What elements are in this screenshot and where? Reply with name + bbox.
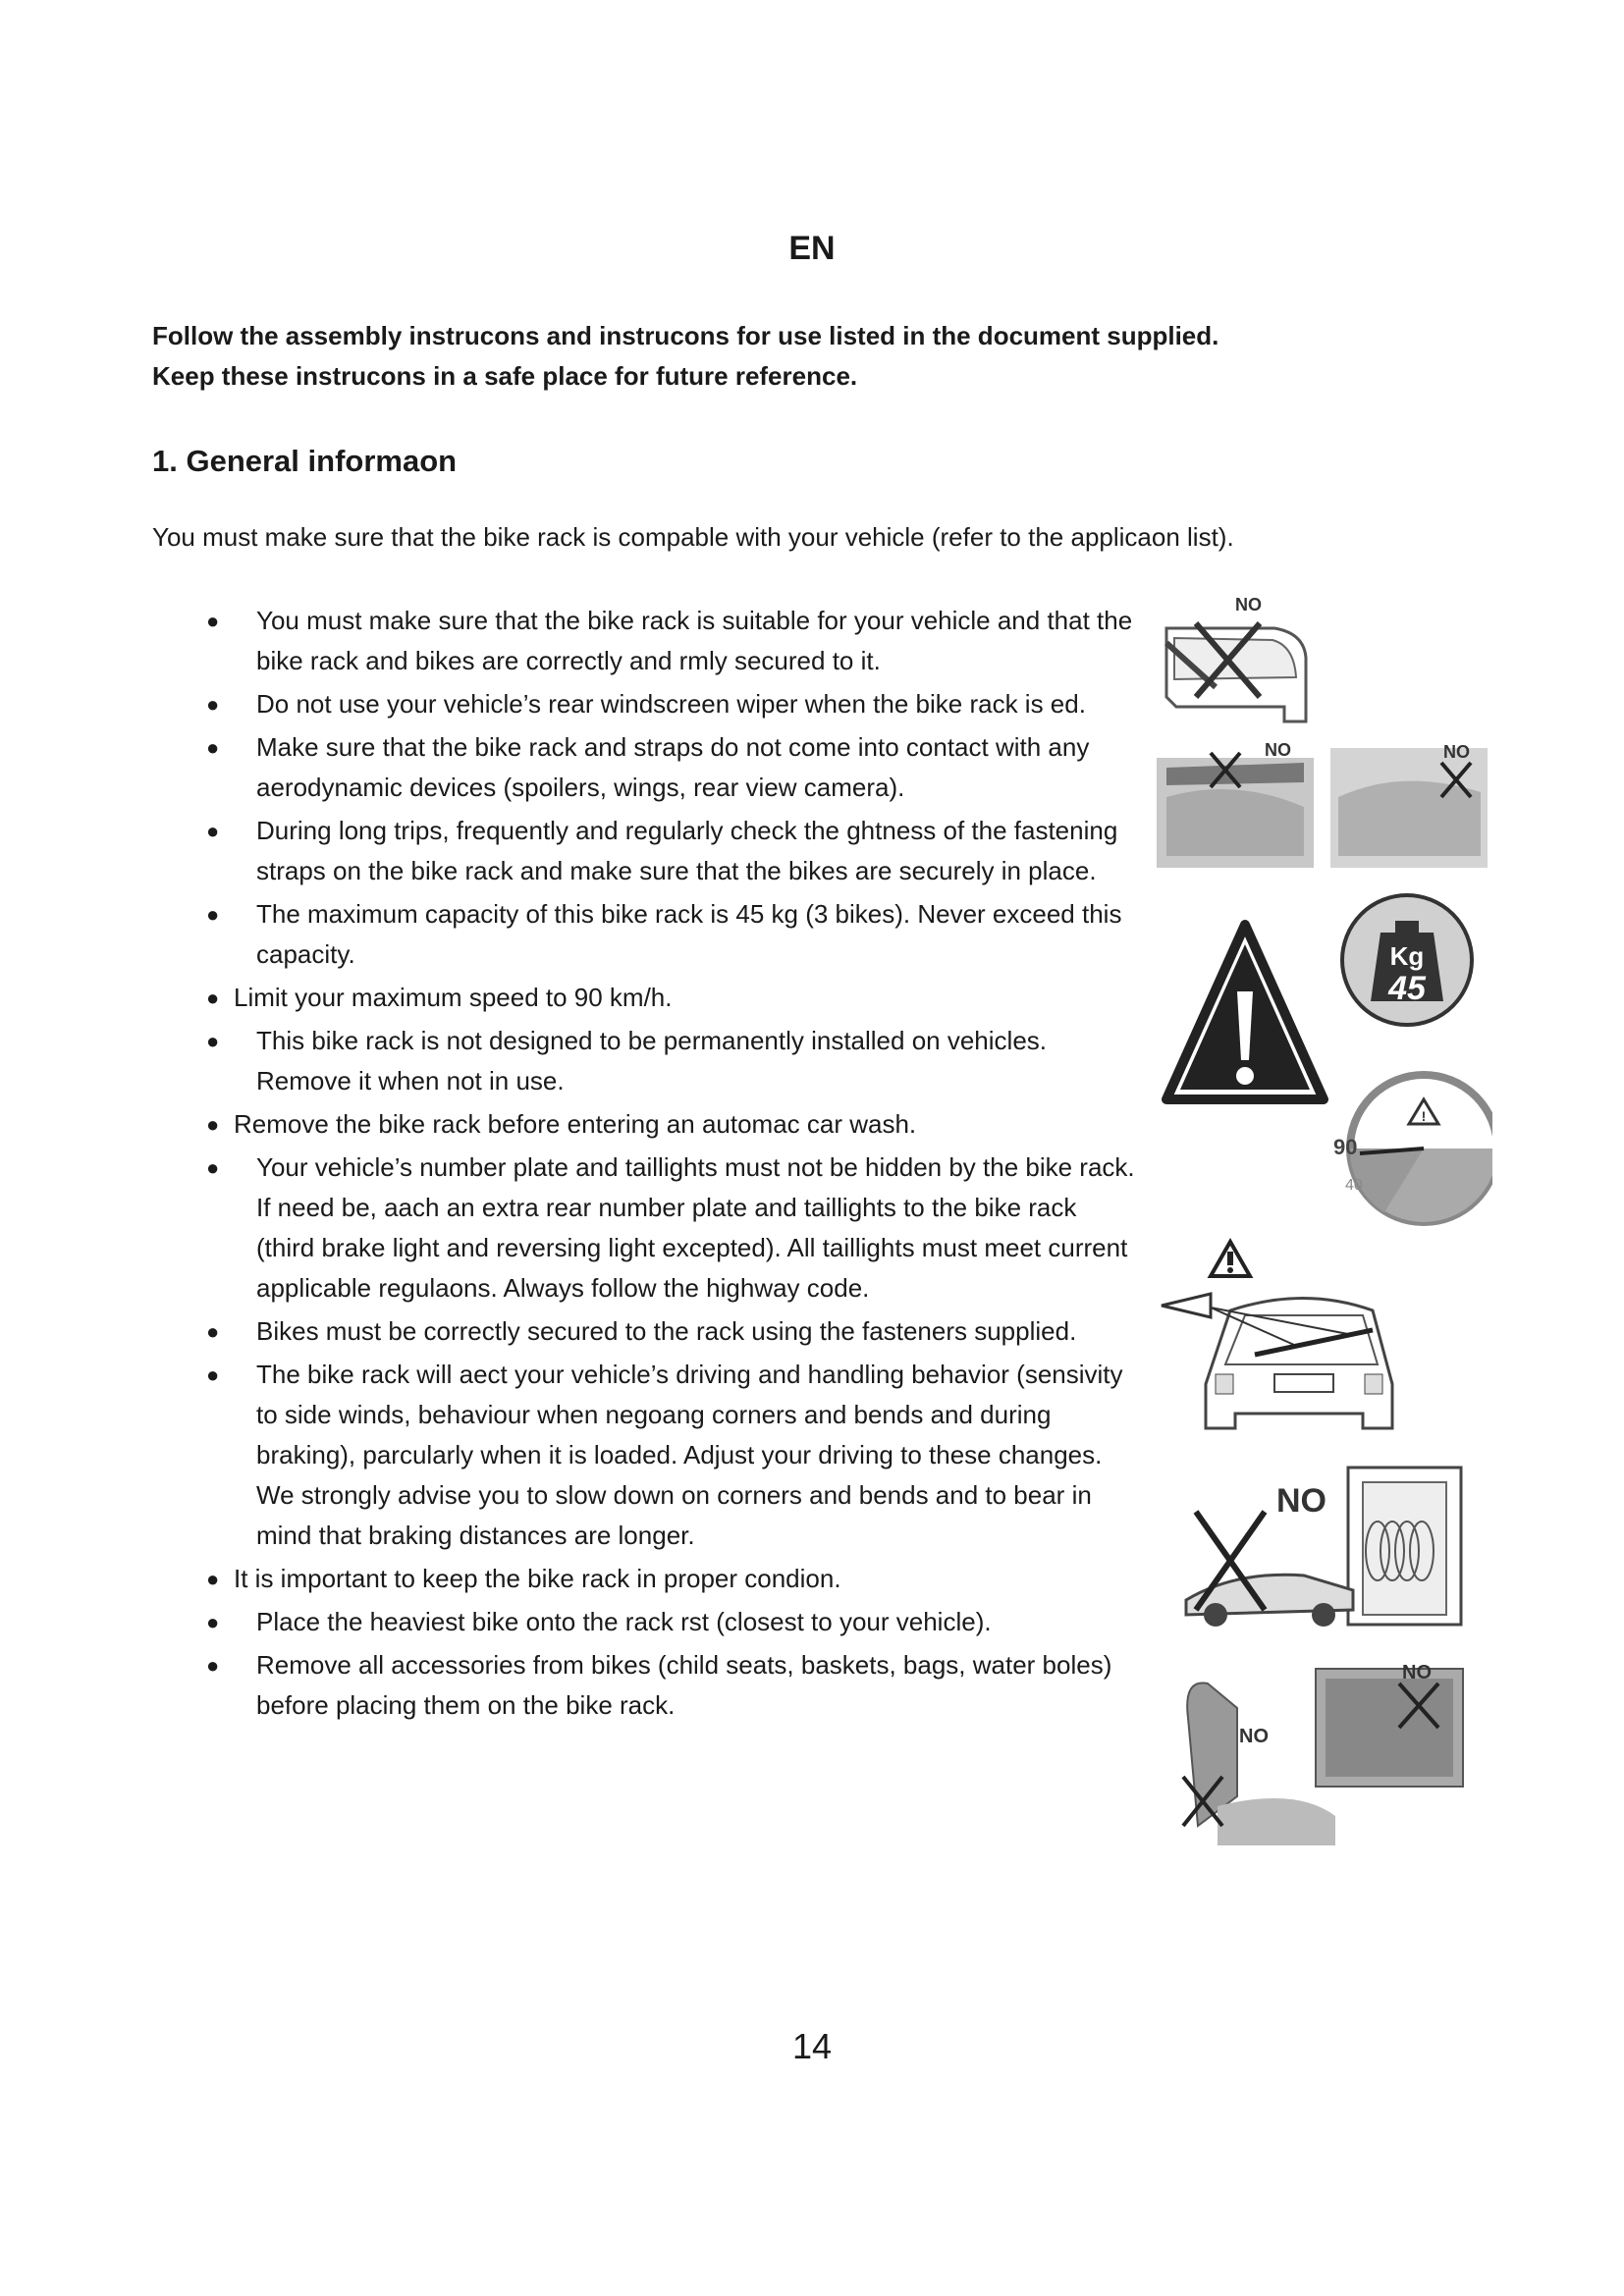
list-item: ● Place the heaviest bike onto the rack rst (closest to your vehicle).	[196, 1602, 1140, 1642]
spoiler-no-figure	[1157, 738, 1490, 871]
eye-icon	[1162, 1294, 1211, 1317]
bullet-icon: ●	[206, 1653, 220, 1678]
no-label: NO	[1276, 1482, 1326, 1520]
list-item: ● Your vehicle’s number plate and taillights must not be hidden by the bike rack. If need be, aach an extra rear number plate and taillights to the bike rack (third brake light and reversing light excepted). All taillights must meet current applicable regulaons. Always follow the highway code.	[196, 1148, 1140, 1308]
bullet-icon: ●	[206, 1567, 220, 1591]
bullet-icon: ●	[206, 1610, 220, 1634]
bullet-icon: ●	[206, 1362, 220, 1387]
bullet-icon: ●	[206, 1155, 220, 1180]
language-code: EN	[788, 230, 836, 267]
list-item: ● It is important to keep the bike rack in proper condion.	[196, 1559, 1139, 1599]
bullet-icon: ●	[206, 609, 220, 633]
bullet-icon: ●	[206, 692, 220, 717]
no-label: NO	[1265, 740, 1291, 760]
no-label: NO	[1235, 595, 1262, 614]
bullet-icon: ●	[206, 819, 220, 843]
bullet-icon: ●	[206, 735, 220, 760]
bullet-icon: ●	[206, 1112, 220, 1137]
no-label: NO	[1402, 1662, 1432, 1683]
intro-line-2: Keep these instrucons in a safe place for future reference.	[152, 361, 858, 391]
page-number: 14	[791, 2026, 833, 2066]
list-item: ● The maximum capacity of this bike rack is 45 kg (3 bikes). Never exceed this capacity.	[196, 894, 1140, 975]
list-item: ● This bike rack is not designed to be permanently installed on vehicles. Remove it when not in use.	[196, 1021, 1140, 1101]
speed-low-label: 40	[1345, 1177, 1363, 1194]
bullet-icon: ●	[206, 1029, 220, 1053]
no-label: NO	[1443, 742, 1470, 762]
bullet-icon: ●	[206, 986, 220, 1010]
bullet-icon: ●	[206, 902, 220, 927]
list-item: ● Bikes must be correctly secured to the rack using the fasteners supplied.	[196, 1311, 1199, 1352]
list-item: ● Make sure that the bike rack and straps do not come into contact with any aerodynamic devices (spoilers, wings, rear view camera).	[196, 727, 1140, 808]
accessories-no-figure	[1178, 1649, 1492, 1855]
section-title: 1. General informaon	[152, 444, 458, 478]
intro-line-1: Follow the assembly instrucons and instrucons for use listed in the document supplied.	[152, 321, 1219, 350]
rear-wiper-no-figure	[1157, 589, 1314, 731]
list-item: ● The bike rack will aect your vehicle’s driving and handling behavior (sensivity to side winds, behaviour when negoang corners and bends and during braking), parcularly when it is loaded. Adjust your driving to these changes. We strongly advise you to slow down on corners and bends and to bear in mind that braking distances are longer.	[196, 1355, 1140, 1556]
no-label: NO	[1239, 1726, 1269, 1747]
speed-high-label: 90	[1333, 1135, 1358, 1159]
taillights-figure	[1157, 1237, 1402, 1443]
list-item: ● Limit your maximum speed to 90 km/h.	[196, 978, 1139, 1018]
svg-text:!: !	[1421, 1108, 1427, 1124]
list-item: ● You must make sure that the bike rack is suitable for your vehicle and that the bike rack and bikes are correctly and rmly secured to it.	[196, 601, 1140, 681]
bullet-icon: ●	[206, 1319, 220, 1344]
list-item: ● Remove the bike rack before entering an automac car wash.	[196, 1104, 1139, 1145]
instruction-list	[196, 601, 1139, 1729]
intro-text	[152, 316, 1218, 397]
weight-unit: Kg	[1389, 941, 1425, 971]
speedometer-figure	[1286, 1070, 1492, 1232]
car-wash-no-figure	[1157, 1463, 1490, 1639]
list-item: ● Do not use your vehicle’s rear windscreen wiper when the bike rack is ed.	[196, 684, 1140, 724]
list-item: ● Remove all accessories from bikes (child seats, baskets, bags, water boles) before placing them on the bike rack.	[196, 1645, 1140, 1726]
list-item: ● During long trips, frequently and regularly check the ghtness of the fastening straps on the bike rack and make sure that the bikes are securely in place.	[196, 811, 1140, 891]
weight-value: 45	[1388, 970, 1426, 1007]
lead-paragraph: You must make sure that the bike rack is compable with your vehicle (refer to the applicaon list).	[152, 522, 1234, 552]
